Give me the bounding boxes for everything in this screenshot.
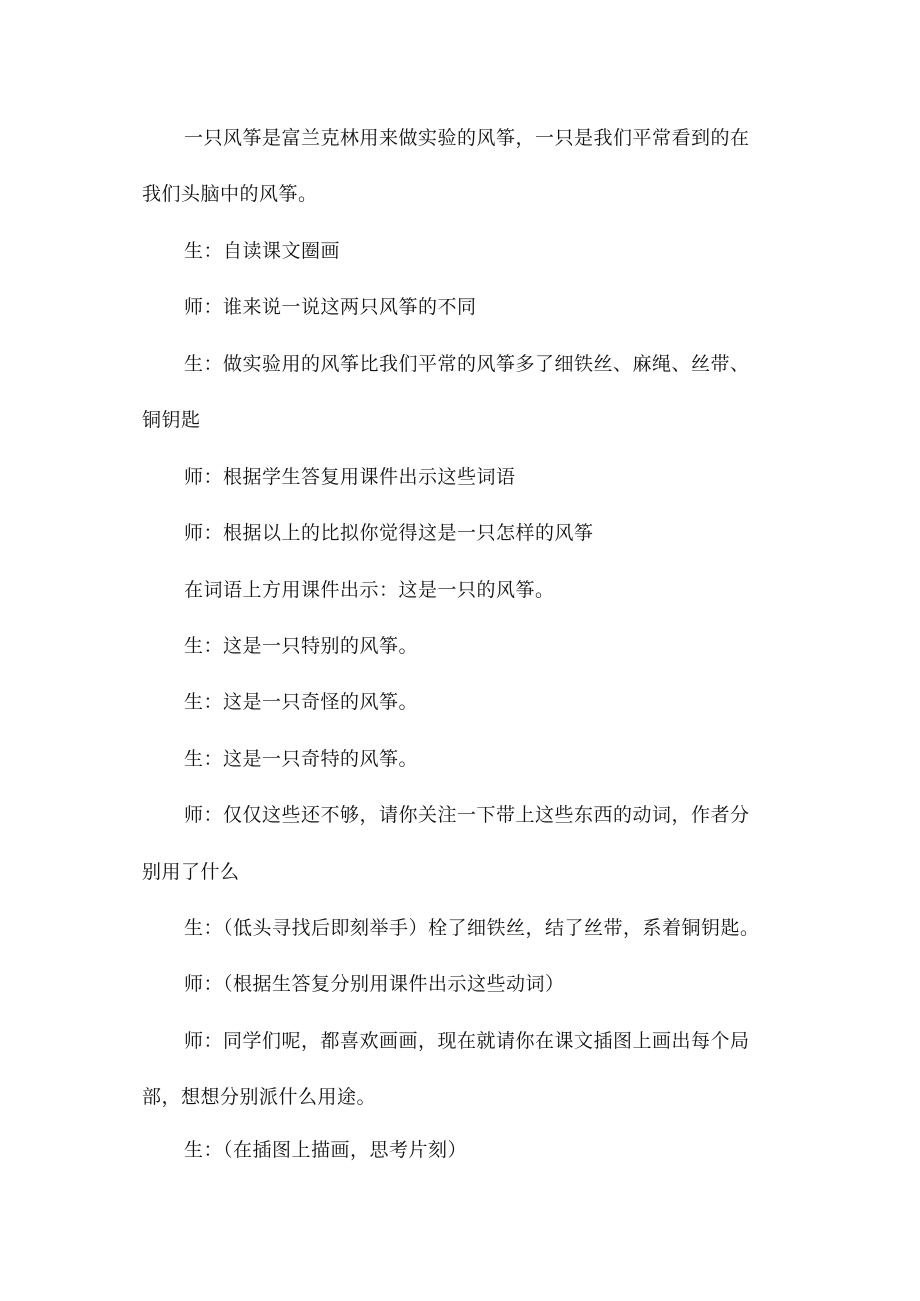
- paragraph-line-18: 部，想想分别派什么用途。: [142, 1086, 377, 1108]
- paragraph-line-2: 我们头脑中的风筝。: [142, 183, 318, 205]
- paragraph-line-4: 师：谁来说一说这两只风筝的不同: [184, 296, 477, 318]
- paragraph-line-19: 生：（在插图上描画，思考片刻）: [184, 1139, 468, 1161]
- paragraph-line-16: 师：（根据生答复分别用课件出示这些动词）: [184, 973, 565, 995]
- paragraph-line-13: 师：仅仅这些还不够，请你关注一下带上这些东西的动词，作者分: [184, 804, 750, 826]
- paragraph-line-5: 生：做实验用的风筝比我们平常的风筝多了细铁丝、麻绳、丝带、: [184, 353, 750, 375]
- paragraph-line-6: 铜钥匙: [142, 409, 201, 431]
- paragraph-line-10: 生：这是一只特别的风筝。: [184, 635, 419, 657]
- paragraph-line-1: 一只风筝是富兰克林用来做实验的风筝，一只是我们平常看到的在: [184, 127, 750, 149]
- paragraph-line-9: 在词语上方用课件出示：这是一只的风筝。: [184, 579, 555, 601]
- paragraph-line-7: 师：根据学生答复用课件出示这些词语: [184, 466, 516, 488]
- paragraph-line-15: 生：（低头寻找后即刻举手）栓了细铁丝，结了丝带，系着铜钥匙。: [184, 917, 760, 939]
- paragraph-line-17: 师：同学们呢，都喜欢画画，现在就请你在课文插图上画出每个局: [184, 1030, 750, 1052]
- paragraph-line-8: 师：根据以上的比拟你觉得这是一只怎样的风筝: [184, 522, 594, 544]
- paragraph-line-14: 别用了什么: [142, 861, 240, 883]
- paragraph-line-12: 生：这是一只奇特的风筝。: [184, 748, 419, 770]
- paragraph-line-11: 生：这是一只奇怪的风筝。: [184, 691, 419, 713]
- paragraph-line-3: 生：自读课文圈画: [184, 240, 341, 262]
